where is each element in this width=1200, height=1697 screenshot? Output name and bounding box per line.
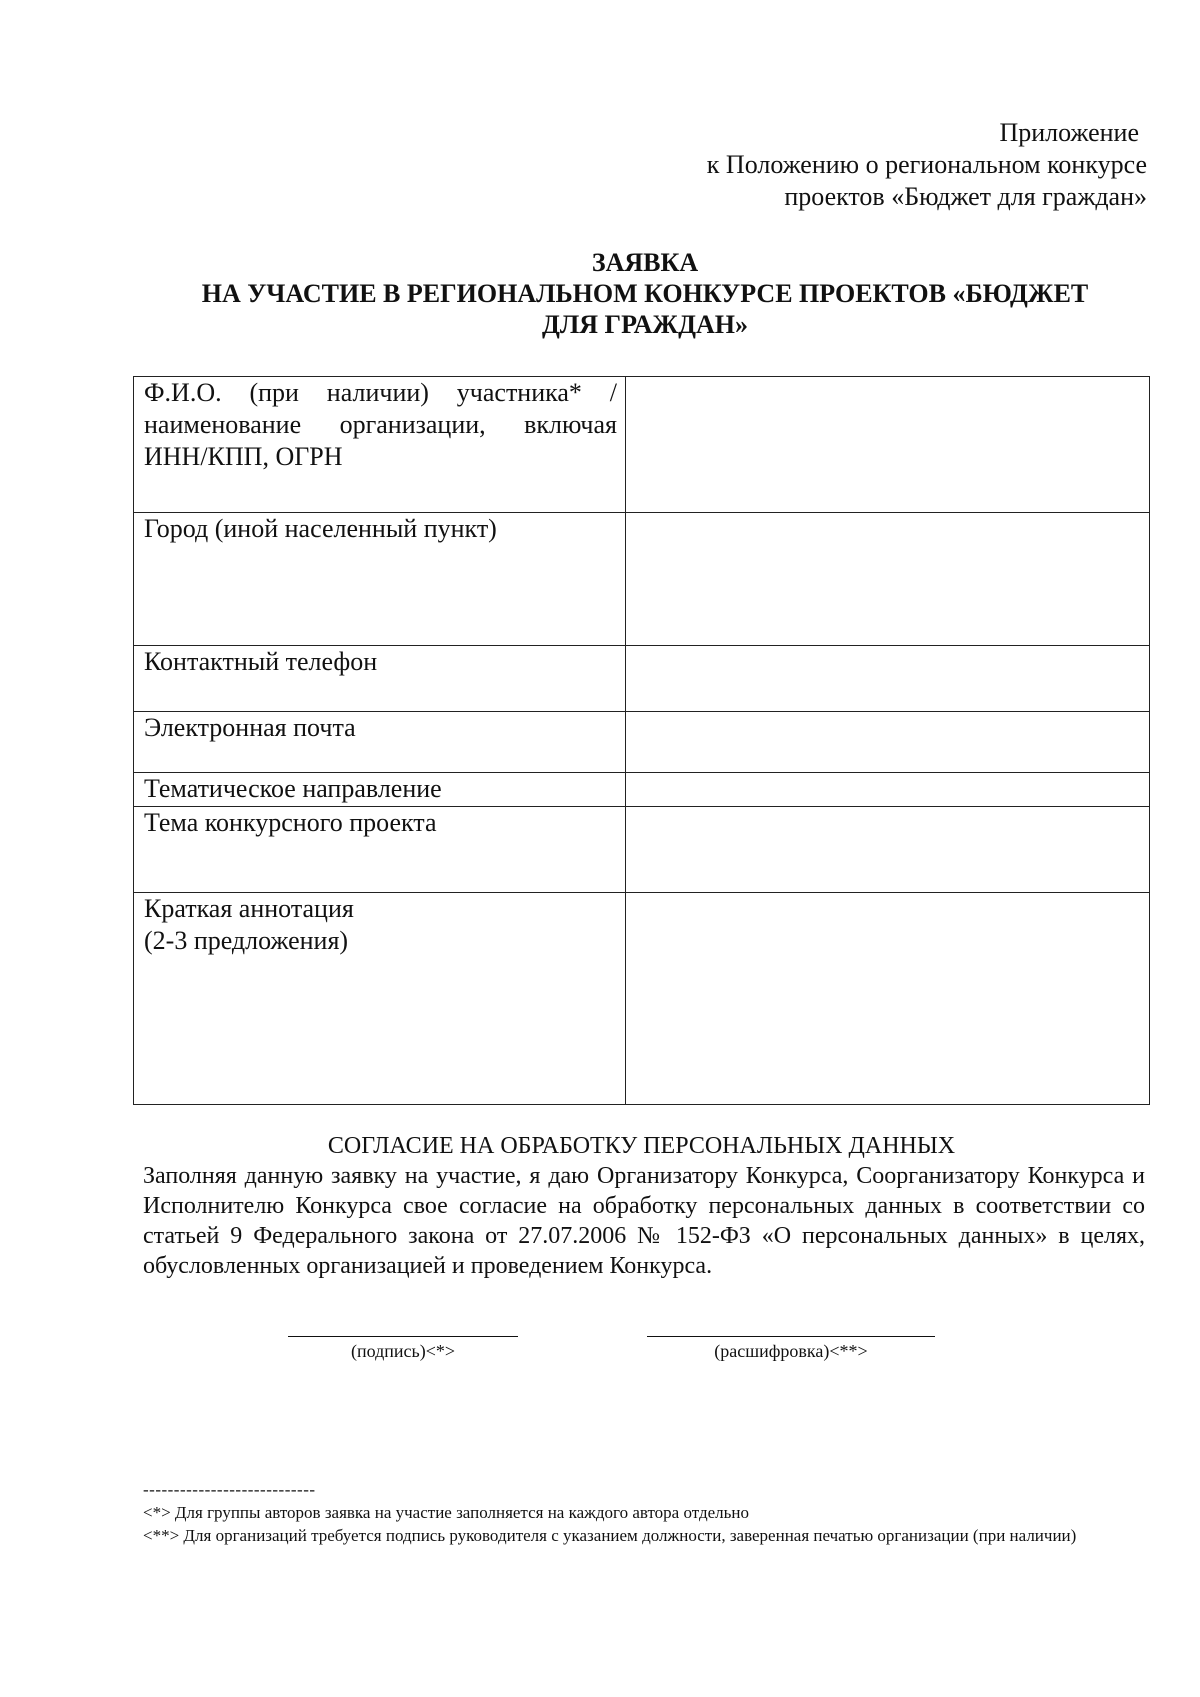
form-row-direction (134, 773, 1150, 807)
title-line-1: ЗАЯВКА (591, 248, 699, 277)
consent-text: Заполняя данную заявку на участие, я даю Организатору Конкурса, Соорганизатору Конкурса и Исполнителю Конкурса свое согласие на обработку персональных данных в соответствии со статьей 9 Федерального закона от 27.07.2006 № 152-ФЗ «О персональных данных» в целях, обусловленных организацией и проведением Конкурса. (143, 1163, 1145, 1279)
label-email: Электронная почта (134, 712, 626, 773)
label-direction: Тематическое направление (134, 773, 626, 807)
application-form-table (133, 376, 1150, 1105)
footnote-separator: ---------------------------- (143, 1480, 316, 1499)
signature-decoding-caption: (расшифровка)<**> (714, 1341, 868, 1361)
appendix-header (447, 117, 1147, 213)
label-topic: Тема конкурсного проекта (134, 807, 626, 893)
label-participant: Ф.И.О. (при наличии) участника* / наименование организации, включая ИНН/КПП, ОГРН (134, 377, 626, 513)
value-email[interactable] (626, 712, 1150, 773)
consent-title: СОГЛАСИЕ НА ОБРАБОТКУ ПЕРСОНАЛЬНЫХ ДАННЫХ (327, 1133, 956, 1159)
footnote-2: <**> Для организаций требуется подпись руководителя с указанием должности, заверенная печатью организации (при наличии) (143, 1526, 1077, 1545)
label-annotation-line-1: Краткая аннотация (144, 894, 354, 923)
value-topic[interactable] (626, 807, 1150, 893)
form-row-topic (134, 807, 1150, 893)
form-row-annotation (134, 893, 1150, 1105)
signature-line[interactable] (288, 1336, 518, 1337)
value-participant[interactable] (626, 377, 1150, 513)
signature-caption: (подпись)<*> (350, 1341, 456, 1361)
label-annotation (134, 893, 626, 1105)
form-row-participant (134, 377, 1150, 513)
form-row-email (134, 712, 1150, 773)
value-city[interactable] (626, 513, 1150, 646)
value-direction[interactable] (626, 773, 1150, 807)
value-phone[interactable] (626, 646, 1150, 712)
value-annotation[interactable] (626, 893, 1150, 1105)
title-line-3: ДЛЯ ГРАЖДАН» (541, 310, 748, 339)
label-annotation-line-2: (2-3 предложения) (144, 926, 349, 955)
footnotes (143, 1478, 1163, 1547)
appendix-title: Приложение (999, 118, 1139, 147)
label-phone: Контактный телефон (134, 646, 626, 712)
form-row-phone (134, 646, 1150, 712)
label-city: Город (иной населенный пункт) (134, 513, 626, 646)
appendix-reference-contest: проектов «Бюджет для граждан» (784, 182, 1147, 211)
form-row-city (134, 513, 1150, 646)
signature-decoding-line[interactable] (647, 1336, 935, 1337)
document-title (120, 247, 1170, 340)
appendix-reference: к Положению о региональном конкурсе (706, 150, 1147, 179)
title-line-2: НА УЧАСТИЕ В РЕГИОНАЛЬНОМ КОНКУРСЕ ПРОЕКТОВ «БЮДЖЕТ (201, 279, 1089, 308)
footnote-1: <*> Для группы авторов заявка на участие заполняется на каждого автора отдельно (143, 1503, 749, 1522)
